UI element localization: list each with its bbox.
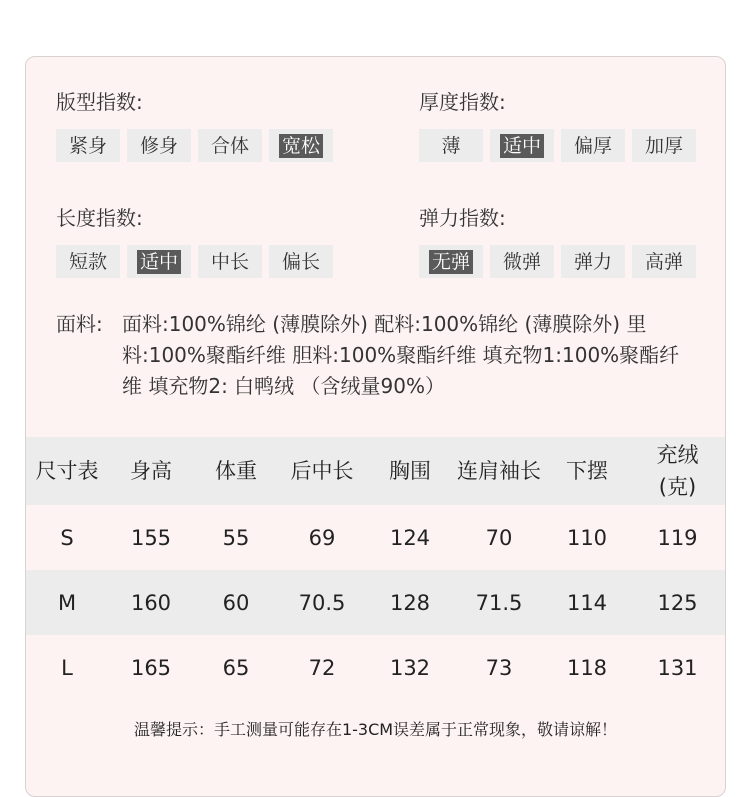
- table-cell: 165: [130, 655, 172, 680]
- fabric-label: 面料:: [56, 312, 103, 336]
- table-cell: 70: [485, 525, 513, 550]
- chip-label: 偏长: [281, 250, 320, 273]
- chip-label: 薄: [441, 134, 461, 157]
- table-cell: 73: [485, 655, 513, 680]
- table-cell: 119: [657, 525, 698, 550]
- table-header-row: [26, 437, 725, 505]
- header-cell: 下摆: [566, 459, 608, 483]
- elasticity-option-1: [490, 245, 554, 278]
- table-cell: L: [61, 655, 73, 680]
- thickness-option-1: [490, 129, 554, 162]
- header-cell: 尺寸表: [35, 459, 99, 483]
- table-cell: 160: [130, 590, 172, 615]
- size-info-card: [25, 56, 726, 797]
- length-option-2: [198, 245, 262, 278]
- table-cell: 65: [222, 655, 250, 680]
- table-cell: 55: [222, 525, 250, 550]
- header-cell: 充绒 (克): [656, 443, 699, 499]
- chip-label: 高弹: [644, 250, 683, 273]
- fit-option-2: [198, 129, 262, 162]
- table-cell: 71.5: [475, 590, 523, 615]
- header-cell: 身高: [130, 459, 172, 483]
- chip-label: 适中: [137, 250, 181, 274]
- fabric-composition: 面料:100%锦纶 (薄膜除外) 配料:100%锦纶 (薄膜除外) 里料:100%聚酯纤维 胆料:100%聚酯纤维 填充物1:100%聚酯纤维 填充物2: 白鸭绒 （含绒量90%）: [122, 312, 680, 398]
- thickness-index: [419, 89, 683, 157]
- thickness-option-3: [632, 129, 696, 162]
- length-option-0: [56, 245, 120, 278]
- length-index: [56, 205, 320, 273]
- elasticity-option-2: [561, 245, 625, 278]
- elasticity-option-3: [632, 245, 696, 278]
- header-cell: 后中长: [290, 459, 354, 483]
- chip-label: 适中: [500, 134, 544, 158]
- table-row: [26, 570, 725, 635]
- measurement-tip: 温馨提示：手工测量可能存在1-3CM误差属于正常现象，敬请谅解！: [133, 720, 618, 739]
- table-cell: 60: [222, 590, 250, 615]
- chip-label: 无弹: [429, 250, 473, 274]
- table-cell: 155: [130, 525, 172, 550]
- elasticity-option-0: [419, 245, 483, 278]
- fit-option-3: [269, 129, 333, 162]
- fit-option-1: [127, 129, 191, 162]
- table-cell: 70.5: [298, 590, 346, 615]
- elasticity-index-title: 弹力指数:: [419, 206, 506, 230]
- length-option-1: [127, 245, 191, 278]
- header-cell: 连肩袖长: [457, 459, 541, 483]
- length-index-title: 长度指数:: [56, 206, 143, 230]
- elasticity-index: [419, 205, 683, 273]
- table-cell: 124: [389, 525, 431, 550]
- table-cell: 110: [566, 525, 608, 550]
- fit-index: [56, 89, 320, 157]
- length-option-3: [269, 245, 333, 278]
- table-cell: 118: [566, 655, 608, 680]
- thickness-option-0: [419, 129, 483, 162]
- thickness-option-2: [561, 129, 625, 162]
- header-cell: 胸围: [389, 459, 431, 483]
- table-row: [26, 635, 725, 700]
- table-cell: 132: [389, 655, 431, 680]
- chip-label: 中长: [210, 250, 249, 273]
- table-cell: 72: [308, 655, 336, 680]
- table-row: [26, 505, 725, 570]
- table-cell: 128: [389, 590, 431, 615]
- chip-label: 偏厚: [573, 134, 612, 157]
- table-cell: 69: [308, 525, 336, 550]
- table-cell: 125: [657, 590, 698, 615]
- table-cell: 131: [657, 655, 698, 680]
- chip-label: 合体: [210, 134, 249, 157]
- table-cell: M: [57, 590, 77, 615]
- table-cell: 114: [566, 590, 608, 615]
- chip-label: 加厚: [644, 134, 683, 157]
- thickness-index-title: 厚度指数:: [419, 90, 506, 114]
- fit-index-title: 版型指数:: [56, 90, 143, 114]
- table-cell: S: [60, 525, 74, 550]
- chip-label: 弹力: [573, 250, 612, 273]
- chip-label: 微弹: [502, 250, 541, 273]
- fit-option-0: [56, 129, 120, 162]
- chip-label: 短款: [68, 250, 107, 273]
- chip-label: 紧身: [68, 134, 107, 157]
- chip-label: 修身: [139, 134, 178, 157]
- chip-label: 宽松: [279, 134, 323, 158]
- header-cell: 体重: [215, 459, 257, 483]
